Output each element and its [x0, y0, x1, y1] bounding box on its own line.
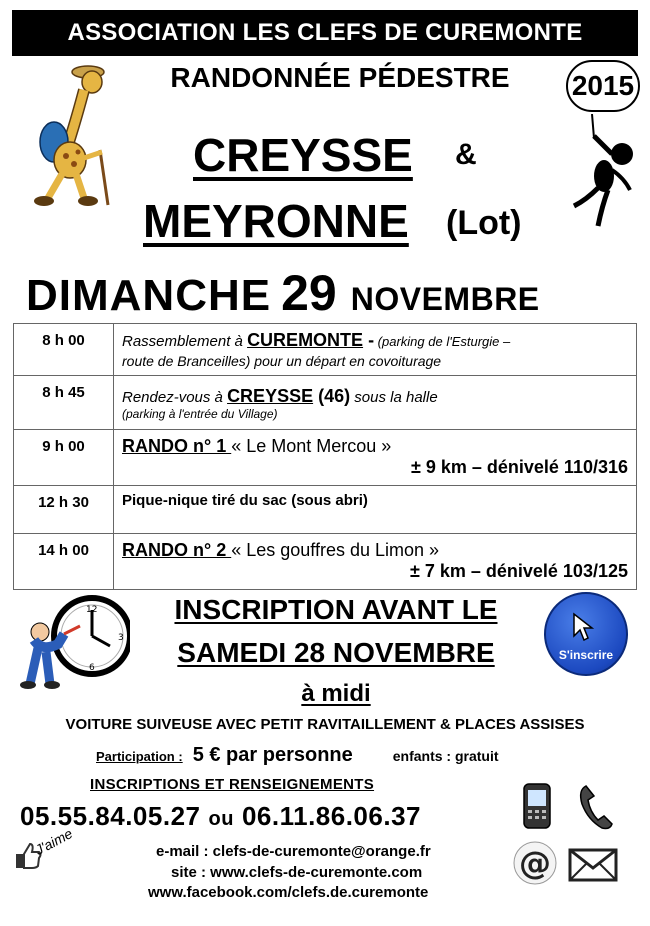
telephone-icon — [576, 782, 616, 832]
phone-2[interactable]: 06.11.86.06.37 — [241, 801, 421, 831]
schedule-desc — [114, 324, 637, 376]
desc-text: sous la halle — [350, 389, 438, 406]
town-creysse: CREYSSE — [193, 129, 413, 181]
rando-name: « Les gouffres du Limon » — [231, 540, 440, 560]
participation-label: Participation : — [96, 749, 183, 764]
phone-1[interactable]: 05.55.84.05.27 — [20, 801, 201, 831]
place-curemonte: CUREMONTE — [247, 330, 364, 350]
support-car-info: VOITURE SUIVEUSE AVEC PETIT RAVITAILLEMENT & PLACES ASSISES — [65, 716, 585, 733]
svg-text:@: @ — [519, 844, 551, 882]
svg-text:3: 3 — [118, 633, 124, 643]
association-header: ASSOCIATION LES CLEFS DE CUREMONTE — [12, 10, 638, 56]
schedule-time: 9 h 00 — [14, 430, 114, 486]
contact-email[interactable]: e-mail : clefs-de-curemonte@orange.fr — [156, 843, 431, 860]
schedule-row — [14, 376, 637, 430]
event-day: DIMANCHE — [26, 271, 272, 320]
schedule-desc — [114, 376, 637, 430]
like-label[interactable]: J'aime — [32, 825, 76, 859]
mobile-phone-icon — [520, 782, 556, 830]
inscription-deadline-line2: SAMEDI 28 NOVEMBRE — [177, 637, 495, 668]
schedule-row — [14, 534, 637, 590]
event-day-number: 29 — [281, 265, 337, 321]
rando-distance: ± 7 km – dénivelé 103/125 — [409, 561, 628, 581]
kids-price: enfants : gratuit — [392, 748, 499, 764]
schedule-row — [14, 486, 637, 534]
rando-label: RANDO n° 1 — [122, 436, 232, 456]
phone-or: ou — [208, 808, 234, 830]
schedule-desc — [114, 430, 637, 486]
schedule-time: 8 h 45 — [14, 376, 114, 430]
inscription-deadline-line1: INSCRIPTION AVANT LE — [174, 594, 498, 625]
contact-facebook[interactable]: www.facebook.com/clefs.de.curemonte — [148, 884, 429, 901]
clock-man-icon — [20, 590, 130, 690]
town-meyronne: MEYRONNE — [143, 195, 409, 247]
year-badge: 2015 — [566, 60, 640, 112]
schedule-table — [13, 323, 637, 590]
giraffe-hiker-icon — [18, 60, 118, 210]
desc-dept: (46) — [313, 386, 351, 406]
schedule-row — [14, 430, 637, 486]
climber-icon — [568, 114, 638, 234]
participation-price: 5 € par personne — [192, 744, 353, 766]
place-creysse: CREYSSE — [227, 386, 314, 406]
desc-text: Rassemblement à — [122, 333, 248, 350]
desc-text: Rendez-vous à — [122, 389, 228, 406]
cursor-icon — [570, 612, 596, 642]
signup-button[interactable]: S'inscrire — [544, 592, 628, 676]
desc-text: (parking à l'entrée du Village) — [122, 407, 278, 421]
schedule-desc — [114, 534, 637, 590]
desc-text: (parking de l'Esturgie – — [374, 334, 511, 349]
phone-numbers — [20, 801, 421, 832]
desc-text: route de Branceilles) pour un départ en covoiturage — [122, 353, 442, 369]
event-month: NOVEMBRE — [350, 281, 540, 317]
ampersand: & — [455, 138, 477, 171]
envelope-icon — [568, 848, 618, 882]
schedule-desc: Pique-nique tiré du sac (sous abri) — [114, 486, 637, 534]
desc-dash: - — [363, 330, 375, 350]
schedule-time: 14 h 00 — [14, 534, 114, 590]
contact-heading: INSCRIPTIONS ET RENSEIGNEMENTS — [90, 776, 375, 793]
participation-info — [96, 744, 499, 767]
schedule-time: 12 h 30 — [14, 486, 114, 534]
inscription-deadline-line3: à midi — [301, 680, 371, 707]
rando-label: RANDO n° 2 — [122, 540, 232, 560]
schedule-row — [14, 324, 637, 376]
svg-text:12: 12 — [86, 605, 98, 615]
event-date — [26, 264, 630, 322]
rando-name: « Le Mont Mercou » — [231, 436, 392, 456]
event-title: RANDONNÉE PÉDESTRE — [170, 62, 510, 93]
rando-distance: ± 9 km – dénivelé 110/316 — [410, 457, 628, 477]
svg-text:6: 6 — [89, 663, 95, 673]
schedule-time: 8 h 00 — [14, 324, 114, 376]
contact-website[interactable]: site : www.clefs-de-curemonte.com — [171, 864, 423, 881]
region-label: (Lot) — [446, 204, 522, 242]
at-sign-icon — [512, 840, 558, 886]
